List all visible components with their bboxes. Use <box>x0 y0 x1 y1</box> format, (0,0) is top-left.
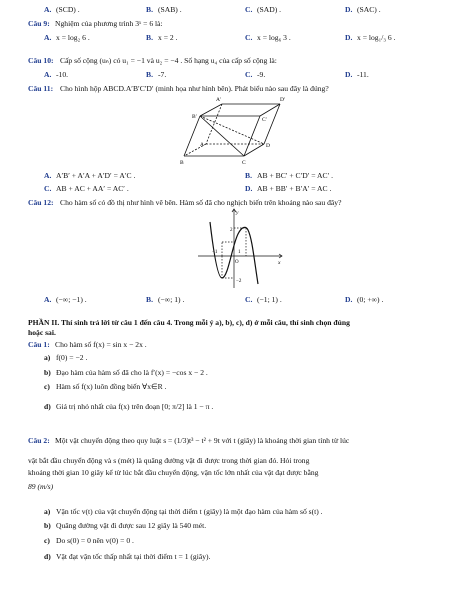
label-c1: C′ <box>262 117 267 123</box>
q11-opt-a-label: A. <box>44 171 52 180</box>
q12-opt-d: (0; +∞) . <box>357 295 384 304</box>
q11-opt-b-label: B. <box>245 171 252 180</box>
p2q1-text: Cho hàm số f(x) = sin x − 2x . <box>55 340 147 349</box>
p2q1-item-d-label: d) <box>44 402 51 411</box>
p2q1-item-d: Giá trị nhỏ nhất của f(x) trên đoạn [0; π/2] là 1 − π . <box>56 402 214 411</box>
p2q2-line-1: Một vật chuyển động theo quy luật s = (1/3)t³ − t² + 9t với t (giây) là khoảng thời gian tính từ lúc <box>55 436 350 445</box>
graph-tick-2: 2 <box>230 228 233 233</box>
q12-opt-a: (−∞; −1) . <box>56 295 87 304</box>
graph-y-label: y <box>236 210 239 216</box>
p2q1-item-b: Đạo hàm của hàm số đã cho là f′(x) = −cos x − 2 . <box>56 368 208 377</box>
q9-opt-b: x = 2 . <box>158 33 178 42</box>
q9-opt-c-label: C. <box>245 33 253 42</box>
q8-opt-d-label: D. <box>345 5 353 14</box>
label-a: A <box>200 142 204 148</box>
q11-number: Câu 11: <box>28 84 54 93</box>
q12-opt-d-label: D. <box>345 295 353 304</box>
p2q1-item-a: f(0) = −2 . <box>56 353 88 362</box>
p2q2-item-a: Vận tốc v(t) của vật chuyển động tại thời điểm t (giây) là một đạo hàm của hàm số s(t) . <box>56 507 323 516</box>
p2q2-line-4: 89 (m/s) <box>28 482 54 491</box>
label-c: C <box>242 160 246 166</box>
q8-opt-c-label: C. <box>245 5 253 14</box>
label-a1: A′ <box>216 97 222 103</box>
q9-opt-c: x = log₆ 3 . <box>257 33 291 42</box>
p2q1-number: Câu 1: <box>28 340 50 349</box>
label-d1: D′ <box>280 97 286 103</box>
q8-opt-c: (SAD) . <box>257 5 282 14</box>
q10-opt-a-label: A. <box>44 70 52 79</box>
graph-origin-label: O <box>235 260 239 265</box>
p2q1-item-a-label: a) <box>44 353 51 362</box>
q9-opt-d: x = log₁/₃ 6 . <box>357 33 396 42</box>
q11-opt-a: A′B′ + A′A + A′D′ = A′C . <box>56 171 136 180</box>
q11-text: Cho hình hộp ABCD.A′B′C′D′ (minh họa như hình bên). Phát biểu nào sau đây là đúng? <box>60 84 329 93</box>
parallelepiped-figure <box>180 94 290 166</box>
p2q2-item-a-label: a) <box>44 507 51 516</box>
q10-opt-d-label: D. <box>345 70 353 79</box>
q11-opt-c: AB + AC + AA′ = AC′ . <box>56 184 129 193</box>
p2q1-item-c: Hàm số f(x) luôn đồng biến ∀x∈R . <box>56 382 167 391</box>
q10-opt-b-label: B. <box>146 70 153 79</box>
p2q1-item-c-label: c) <box>44 382 50 391</box>
q9-opt-d-label: D. <box>345 33 353 42</box>
graph-tick-1: 1 <box>238 250 241 255</box>
q12-opt-b-label: B. <box>146 295 153 304</box>
q12-text: Cho hàm số có đồ thị như hình vẽ bên. Hàm số đã cho nghịch biến trên khoảng nào sau đây? <box>60 198 342 207</box>
q9-opt-a-label: A. <box>44 33 52 42</box>
q10-number: Câu 10: <box>28 56 54 65</box>
p2q2-line-3: khoảng thời gian 10 giây kể từ lúc bắt đầu chuyển động, vận tốc lớn nhất của vật đạt được bằng <box>28 468 319 477</box>
q8-opt-b: (SAB) . <box>158 5 182 14</box>
q8-opt-b-label: B. <box>146 5 153 14</box>
part2-title-cont: hoặc sai. <box>28 328 56 337</box>
q12-opt-c-label: C. <box>245 295 253 304</box>
p2q1-item-b-label: b) <box>44 368 51 377</box>
part2-title: PHẦN II. Thí sinh trả lời từ câu 1 đến câu 4. Trong mỗi ý a), b), c), d) ở mỗi câu, thí sinh chọn đúng <box>28 318 350 327</box>
q8-opt-a: (SCD) . <box>56 5 80 14</box>
graph-tick-m1: −1 <box>212 250 218 255</box>
q8-opt-a-label: A. <box>44 5 52 14</box>
function-graph <box>196 206 286 290</box>
q8-opt-d: (SAC) . <box>357 5 381 14</box>
q11-opt-d-label: D. <box>245 184 253 193</box>
label-b1: B′ <box>192 114 197 120</box>
q11-opt-d: AB + BB′ + B′A′ = AC . <box>257 184 332 193</box>
q12-opt-b: (−∞; 1) . <box>158 295 185 304</box>
q10-opt-d: -11. <box>357 70 369 79</box>
p2q2-item-d: Vật đạt vận tốc thấp nhất tại thời điểm t = 1 (giây). <box>56 552 211 561</box>
q12-opt-c: (−1; 1) . <box>257 295 282 304</box>
q10-opt-a: -10. <box>56 70 69 79</box>
p2q2-item-c-label: c) <box>44 536 50 545</box>
q9-text: Nghiệm của phương trình 3ˣ = 6 là: <box>55 19 163 28</box>
q10-opt-b: -7. <box>158 70 167 79</box>
p2q2-number: Câu 2: <box>28 436 50 445</box>
p2q2-item-c: Do s(0) = 0 nên v(0) = 0 . <box>56 536 134 545</box>
graph-x-label: x <box>278 260 281 266</box>
q9-opt-a: x = log₂ 6 . <box>56 33 90 42</box>
q10-opt-c-label: C. <box>245 70 253 79</box>
graph-tick-m2: −2 <box>236 279 242 284</box>
q12-number: Câu 12: <box>28 198 54 207</box>
q11-opt-b: AB + BC′ + C′D′ = AC′ . <box>257 171 334 180</box>
label-b: B <box>180 160 184 166</box>
q11-opt-c-label: C. <box>44 184 52 193</box>
label-d: D <box>266 143 270 149</box>
p2q2-item-b-label: b) <box>44 521 51 530</box>
q9-opt-b-label: B. <box>146 33 153 42</box>
p2q2-line-2: vật bắt đầu chuyển động và s (mét) là quãng đường vật đi được trong thời gian đó. Hỏi trong <box>28 456 310 465</box>
q10-opt-c: -9. <box>257 70 266 79</box>
q10-text: Cấp số cộng (uₙ) có u₁ = −1 và u₂ = −4 . Số hạng u₄ của cấp số cộng là: <box>60 56 277 65</box>
q12-opt-a-label: A. <box>44 295 52 304</box>
q9-number: Câu 9: <box>28 19 50 28</box>
p2q2-item-d-label: d) <box>44 552 51 561</box>
p2q2-item-b: Quãng đường vật đi được sau 12 giây là 540 mét. <box>56 521 207 530</box>
